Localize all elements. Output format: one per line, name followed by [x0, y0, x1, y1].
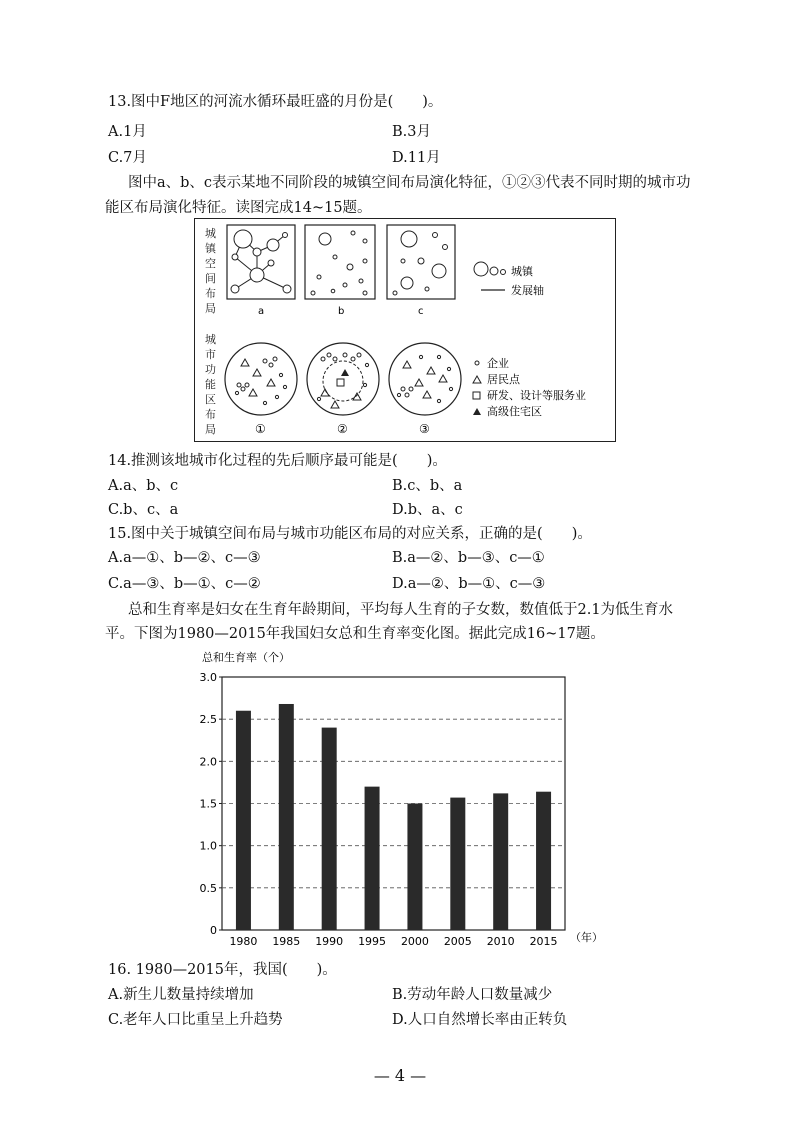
x-tick-label: 2005 — [443, 935, 472, 945]
fertility-rate-chart — [190, 645, 630, 945]
legend-top — [474, 262, 544, 297]
y-tick-label: 2.0 — [199, 755, 217, 769]
bar-1985 — [279, 704, 294, 930]
x-tick-label: 1995 — [358, 935, 387, 945]
panel-b — [305, 225, 375, 317]
q16-option-b: B.劳动年龄人口数量减少 — [392, 987, 553, 1003]
row1-label-2: 空 — [205, 257, 216, 270]
y-tick-label: 2.5 — [199, 713, 217, 727]
row2-label-3: 能 — [205, 378, 216, 391]
function-circle-3 — [389, 343, 461, 436]
q15-option-d: D.a—②、b—①、c—③ — [392, 576, 546, 592]
q14-option-c: C.b、c、a — [108, 502, 179, 518]
legend-highend-residential: 高级住宅区 — [487, 405, 542, 418]
legend-enterprise: 企业 — [487, 357, 509, 370]
figure-urban-layout — [194, 218, 616, 442]
intro2-line2: 平。下图为1980—2015年我国妇女总和生育率变化图。据此完成16~17题。 — [105, 626, 605, 642]
q13-option-a: A.1月 — [108, 124, 147, 140]
intro1-line1: 图中a、b、c表示某地不同阶段的城镇空间布局演化特征，①②③代表不同时期的城市功 — [128, 175, 691, 191]
row2-label-5: 布 — [205, 408, 216, 421]
chart-xlabel: （年） — [570, 931, 603, 944]
row2-label-1: 市 — [205, 348, 216, 361]
function-circle-2 — [307, 343, 379, 436]
x-tick-label: 2000 — [400, 935, 429, 945]
circle-label-3: ③ — [419, 422, 430, 436]
legend-services: 研发、设计等服务业 — [487, 389, 586, 402]
circle-label-1: ① — [255, 422, 266, 436]
bar-1995 — [365, 787, 380, 930]
x-tick-label: 2015 — [529, 935, 558, 945]
row2-label-6: 局 — [205, 423, 216, 436]
q13-option-b: B.3月 — [392, 124, 431, 140]
q13-stem: 13.图中F地区的河流水循环最旺盛的月份是( )。 — [108, 94, 443, 110]
q16-option-a: A.新生儿数量持续增加 — [108, 987, 254, 1003]
bar-1980 — [236, 711, 251, 930]
q14-option-b: B.c、b、a — [392, 478, 463, 494]
q16-stem: 16. 1980—2015年，我国( )。 — [108, 962, 337, 978]
x-tick-label: 1990 — [315, 935, 344, 945]
bar-2000 — [407, 804, 422, 931]
x-tick-label: 2010 — [486, 935, 515, 945]
x-tick-label: 1980 — [229, 935, 258, 945]
panel-label-c: c — [418, 306, 424, 317]
y-tick-label: 0.5 — [199, 881, 217, 895]
y-tick-label: 3.0 — [199, 671, 217, 684]
panel-label-b: b — [338, 306, 345, 317]
chart-ylabel: 总和生育率（个） — [202, 651, 290, 664]
q15-option-c: C.a—③、b—①、c—② — [108, 576, 261, 592]
row1-label-3: 间 — [205, 272, 216, 285]
panel-a — [227, 225, 295, 317]
y-tick-label: 0 — [210, 924, 217, 937]
bar-1990 — [322, 728, 337, 930]
bar-2005 — [450, 798, 465, 930]
q15-option-b: B.a—②、b—③、c—① — [392, 550, 545, 566]
intro1-line2: 能区布局演化特征。读图完成14~15题。 — [105, 200, 372, 216]
row1-label-0: 城 — [205, 227, 216, 240]
q16-option-d: D.人口自然增长率由正转负 — [392, 1012, 568, 1028]
page-number: — 4 — — [373, 1066, 427, 1085]
x-tick-label: 1985 — [272, 935, 301, 945]
row2-label-0: 城 — [205, 333, 216, 346]
y-tick-label: 1.0 — [199, 839, 217, 853]
circle-label-2: ② — [337, 422, 348, 436]
row1-label-1: 镇 — [205, 242, 216, 255]
q15-option-a: A.a—①、b—②、c—③ — [108, 550, 261, 566]
bar-2015 — [536, 792, 551, 930]
row1-label-5: 局 — [205, 302, 216, 315]
legend-residential: 居民点 — [487, 373, 520, 386]
q14-stem: 14.推测该地城市化过程的先后顺序最可能是( )。 — [108, 453, 447, 469]
legend-bottom — [473, 356, 586, 418]
q16-option-c: C.老年人口比重呈上升趋势 — [108, 1012, 283, 1028]
y-tick-label: 1.5 — [199, 797, 217, 811]
q15-stem: 15.图中关于城镇空间布局与城市功能区布局的对应关系，正确的是( )。 — [108, 526, 592, 542]
row2-label-4: 区 — [205, 393, 216, 406]
row1-label-4: 布 — [205, 287, 216, 300]
intro2-line1: 总和生育率是妇女在生育年龄期间，平均每人生育的子女数，数值低于2.1为低生育水 — [128, 602, 674, 618]
bar-2010 — [493, 793, 508, 930]
row2-label-2: 功 — [205, 363, 216, 376]
q13-option-d: D.11月 — [392, 150, 441, 166]
q14-option-d: D.b、a、c — [392, 502, 463, 518]
legend-axis: 发展轴 — [511, 284, 544, 297]
legend-town: 城镇 — [511, 265, 533, 278]
function-circle-1 — [225, 343, 297, 436]
panel-c — [387, 225, 455, 317]
q13-option-c: C.7月 — [108, 150, 147, 166]
q14-option-a: A.a、b、c — [108, 478, 179, 494]
figure-urban-layout-svg — [195, 219, 615, 441]
panel-label-a: a — [258, 306, 265, 317]
